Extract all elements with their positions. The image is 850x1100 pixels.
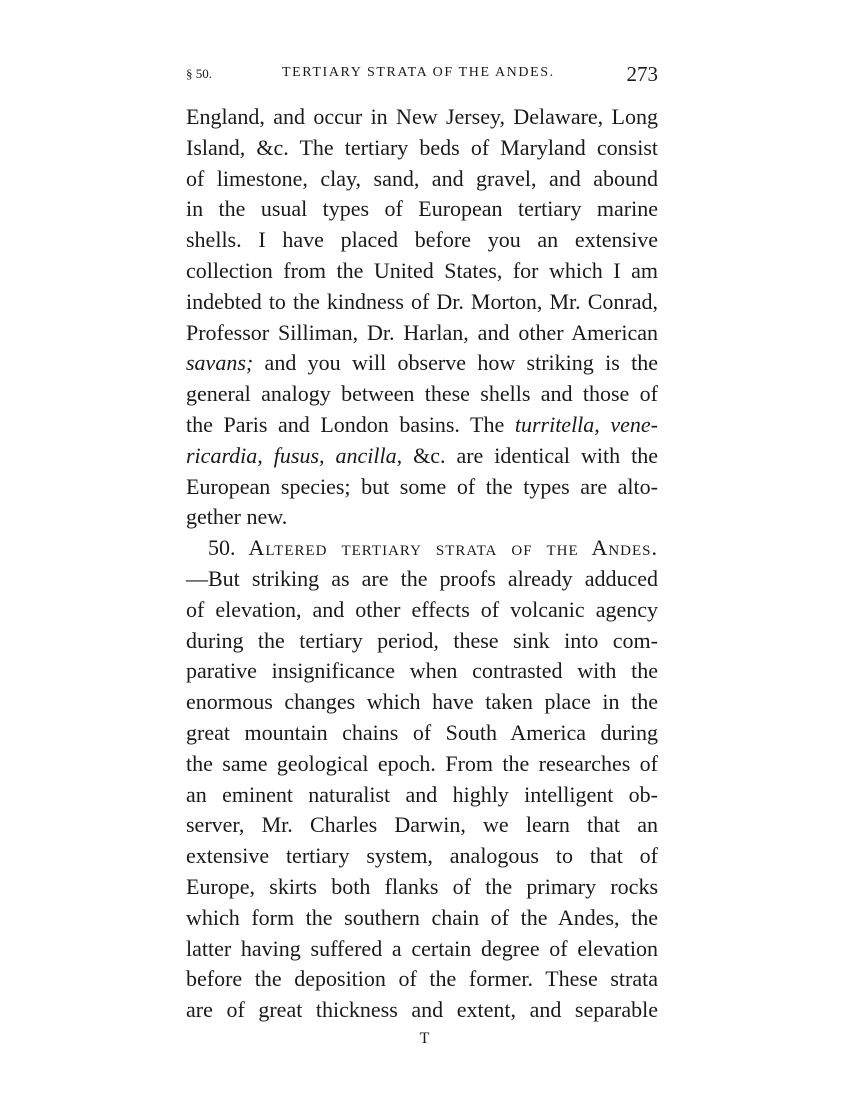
running-title: TERTIARY STRATA OF THE ANDES. [282, 65, 555, 80]
signature-mark: T [419, 1030, 431, 1047]
page-number: 273 [626, 62, 658, 86]
italic-term: savans; [186, 350, 254, 376]
line-text: &c. are identical with the [402, 442, 658, 468]
text-line: during the tertiary period, these sink into com- [186, 627, 658, 653]
body-text [186, 102, 658, 1026]
text-line [186, 441, 658, 472]
text-line: Europe, skirts both flanks of the primary rocks [186, 873, 658, 899]
text-line: in the usual types of European tertiary marine [186, 196, 658, 222]
text-line [186, 410, 658, 441]
text-line: of elevation, and other effects of volcanic agency [186, 596, 658, 622]
text-line: England, and occur in New Jersey, Delaware, Long [186, 104, 658, 129]
text-line: before the deposition of the former. These strata [186, 966, 658, 992]
text-line: gether new. [186, 504, 288, 530]
text-line: shells. I have placed before you an extensive [186, 227, 658, 253]
text-line: extensive tertiary system, analogous to that of [186, 843, 658, 869]
text-line: parative insignificance when contrasted with the [186, 658, 658, 684]
text-line: European species; but some of the types are alto- [186, 473, 658, 499]
text-line [186, 348, 658, 379]
text-line: latter having suffered a certain degree of elevation [186, 935, 658, 961]
line-text: and you will observe how striking is the [253, 350, 658, 376]
text-line: —But striking as are the proofs already adduced [186, 565, 658, 591]
text-line: server, Mr. Charles Darwin, we learn that an [186, 812, 658, 838]
italic-term: turritella, vene- [514, 411, 658, 437]
text-line: are of great thickness and extent, and separable [186, 997, 658, 1023]
text-line: Island, &c. The tertiary beds of Maryland consist [186, 134, 658, 160]
text-line: the same geological epoch. From the researches of [186, 750, 658, 776]
running-head [186, 62, 658, 88]
section-number: 50. [208, 535, 249, 561]
section-title: Altered tertiary strata of the Andes. [248, 535, 659, 561]
section-heading [186, 533, 658, 564]
section-marker: § 50. [186, 66, 212, 81]
text-line: enormous changes which have taken place in the [186, 689, 658, 715]
text-line: indebted to the kindness of Dr. Morton, Mr. Conrad, [186, 288, 658, 314]
italic-term: ricardia, fusus, ancilla, [186, 442, 403, 468]
text-line: Professor Silliman, Dr. Harlan, and other American [186, 319, 658, 345]
text-line: which form the southern chain of the Andes, the [186, 904, 658, 930]
text-line: general analogy between these shells and those of [186, 381, 658, 407]
text-line: great mountain chains of South America during [186, 719, 658, 745]
text-line: collection from the United States, for which I am [186, 257, 658, 283]
line-text: the Paris and London basins. The [186, 411, 515, 437]
text-line: of limestone, clay, sand, and gravel, and abound [186, 165, 658, 191]
text-line: an eminent naturalist and highly intelligent ob- [186, 781, 658, 807]
